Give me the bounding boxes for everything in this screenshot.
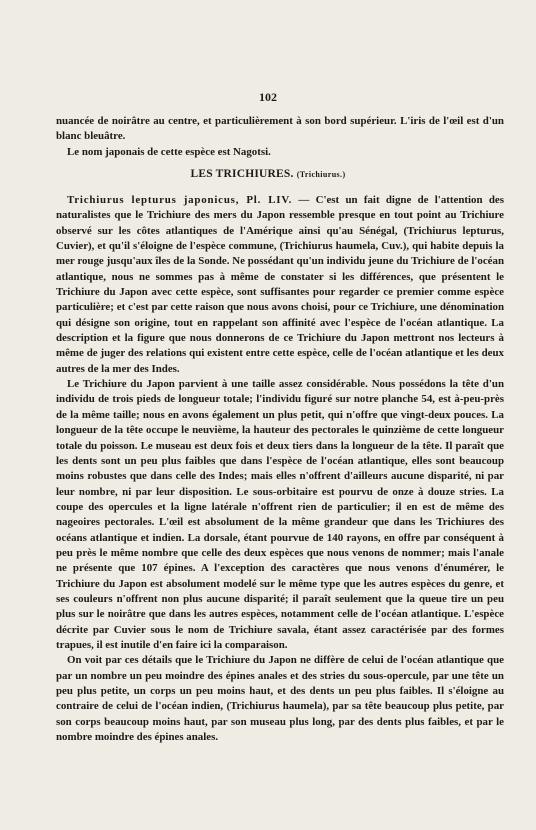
section-heading [0,168,536,180]
intro-paragraph: nuancée de noirâtre au centre, et particulièrement à son bord supérieur. L'iris de l'œil est d'un blanc bleuâtre. [56,115,504,143]
paragraph-3: On voit par ces détails que le Trichiure du Japon ne diffère de celui de l'océan atlantique que par un nombre un peu moindre des épines anales et des stries du sous-opercule, par une tête un peu plus petite, un corps un peu moins haut, et des dents un peu plus faibles. Il s'éloigne au contraire de celui de l'océan indien, (Trichiurus haumela), par sa tête beaucoup plus petite, par son corps beaucoup moins haut, par son museau plus long, par des dents plus faibles, et par le nombre moindre des épines anales. [56,654,504,744]
species-name: Trichiurus lepturus japonicus, Pl. LIV. [67,194,293,206]
japanese-name-paragraph: Le nom japonais de cette espèce est Nagotsi. [67,145,271,158]
intro-block [56,114,504,160]
paragraph-2: Le Trichiure du Japon parvient à une taille assez considérable. Nous possédons la tête d'un individu de trois pieds de longueur totale; l'individu figuré sur notre planche 54, est à-peu-près de la même taille; nous en avons également un plus petit, qui n'offre que vingt-deux pouces. La longueur de la tête occupe le neuvième, la hauteur des pectorales le quinzième de cette longueur totale du poisson. Le museau est deux fois et deux tiers dans la longueur de la tête. Il paraît que les dents sont un peu plus faibles que dans l'espèce de l'océan atlantique, elles sont beaucoup moins robustes que dans celle des Indes; mais elles n'offrent d'ailleurs aucune disparité, ni par leur nombre, ni par leur disposition. Le sous-orbitaire est pourvu de onze à douze stries. La coupe des opercules et la ligne latérale n'offrent rien de particulier; il en est de même des nageoires pectorales. L'œil est absolument de la même grandeur que dans les Trichiures des océans atlantique et indien. La dorsale, étant pourvue de 140 rayons, en offre par conséquent à peu près le même nombre que celle des deux espèces que nous venons de nommer; mais l'anale ne présente que 107 épines. A l'exception des caractères que nous venons d'énumérer, le Trichiure du Japon est absolument modelé sur le même type que les autres espèces du genre, et ses couleurs n'offrent non plus aucune disparité; il paraît seulement que la queue tire un peu plus sur le noirâtre que dans les autres espèces, notamment celle de l'océan atlantique. L'espèce décrite par Cuvier sous le nom de Trichiure savala, étant assez caractérisée par des formes trapues, il est inutile d'en faire ici la comparaison. [56,378,504,651]
body-text [56,193,504,745]
page-number: 102 [259,90,277,104]
paragraph-1-text: — C'est un fait digne de l'attention des naturalistes que le Trichiure des mers du Japon ressemble presque en tout point au Trichiure observé sur les côtes atlantiques de l'Amérique ainsi qu'au Sénégal, (Trichiurus lepturus, Cuvier), et qu'il s'éloigne de l'espèce commune, (Trichiurus haumela, Cuv.), qui habite depuis la mer rouge jusqu'aux îles de la Sonde. Ne possédant qu'un individu jeune du Trichiure de l'océan atlantique, nous ne sommes pas à même de constater si les différences, que présentent le Trichiure du Japon avec cette espèce, sont suffisantes pour regarder ce premier comme espèce particulière; et c'est par cette raison que nous avons choisi, pour ce Trichiure, une dénomination qui désigne son origine, tout en rappelant son affinité avec l'espèce de l'océan atlantique. La description et la figure que nous donnerons de ce Trichiure du Japon mettront nos lecteurs à même de juger des relations qui existent entre cette espèce, celle de l'océan atlantique et les deux autres de la mer des Indes. [56,194,504,375]
section-genus: (Trichiurus.) [296,170,346,179]
paragraph-1 [56,193,504,377]
section-title: LES TRICHIURES. [190,168,294,180]
